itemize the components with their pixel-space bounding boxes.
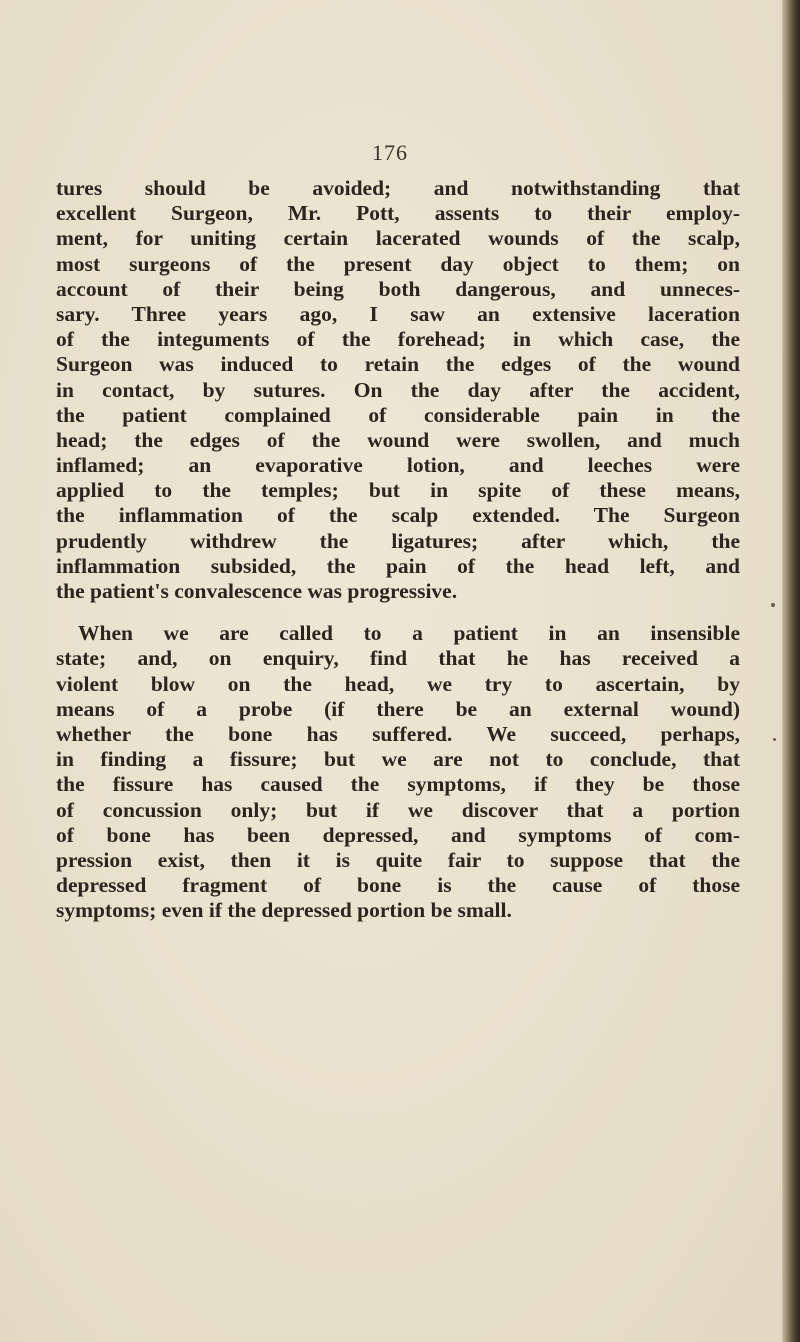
text-line: tures should be avoided; and notwithstanding that bbox=[56, 176, 740, 200]
text-line: the patient complained of considerable pain in the bbox=[56, 402, 740, 427]
body-text bbox=[56, 176, 740, 923]
page-number: 176 bbox=[372, 140, 408, 165]
text-line: means of a probe (if there be an external wound) bbox=[56, 696, 740, 721]
text-line: sary. Three years ago, I saw an extensive laceration bbox=[56, 301, 740, 326]
ink-speck bbox=[771, 603, 775, 607]
text-line: prudently withdrew the ligatures; after which, the bbox=[56, 528, 740, 553]
text-line: head; the edges of the wound were swollen, and much bbox=[56, 427, 740, 452]
text-line: of concussion only; but if we discover that a portion bbox=[56, 797, 740, 822]
text-line: the fissure has caused the symptoms, if they be those bbox=[56, 772, 740, 797]
text-line: violent blow on the head, we try to ascertain, by bbox=[56, 671, 740, 696]
text-line: pression exist, then it is quite fair to suppose that the bbox=[56, 847, 740, 872]
text-line: excellent Surgeon, Mr. Pott, assents to their employ- bbox=[56, 201, 740, 226]
text-line: inflamed; an evaporative lotion, and leeches were bbox=[56, 453, 740, 478]
page-binding-edge bbox=[782, 0, 800, 1342]
text-line: account of their being both dangerous, and unneces- bbox=[56, 276, 740, 301]
ink-speck bbox=[773, 738, 776, 741]
text-line: the patient's convalescence was progressive. bbox=[56, 579, 458, 603]
text-line: in finding a fissure; but we are not to conclude, that bbox=[56, 747, 740, 772]
text-line: the inflammation of the scalp extended. The Surgeon bbox=[56, 503, 740, 528]
text-line: symptoms; even if the depressed portion be small. bbox=[56, 898, 512, 923]
text-line: Surgeon was induced to retain the edges of the wound bbox=[56, 352, 740, 377]
text-line: of bone has been depressed, and symptoms of com- bbox=[56, 822, 740, 847]
text-line: applied to the temples; but in spite of these means, bbox=[56, 478, 740, 503]
text-line: of the integuments of the forehead; in which case, the bbox=[56, 327, 740, 352]
text-line: state; and, on enquiry, find that he has received a bbox=[56, 646, 740, 671]
text-line: depressed fragment of bone is the cause of those bbox=[56, 873, 740, 898]
text-line: in contact, by sutures. On the day after the accident, bbox=[56, 377, 740, 402]
paragraph-1 bbox=[56, 176, 740, 604]
paragraph-2 bbox=[56, 621, 740, 923]
text-line: inflammation subsided, the pain of the head left, and bbox=[56, 553, 740, 578]
text-line: When we are called to a patient in an insensible bbox=[78, 621, 740, 646]
text-line: most surgeons of the present day object to them; on bbox=[56, 251, 740, 276]
text-line: whether the bone has suffered. We succeed, perhaps, bbox=[56, 721, 740, 746]
text-line: ment, for uniting certain lacerated wounds of the scalp, bbox=[56, 226, 740, 251]
